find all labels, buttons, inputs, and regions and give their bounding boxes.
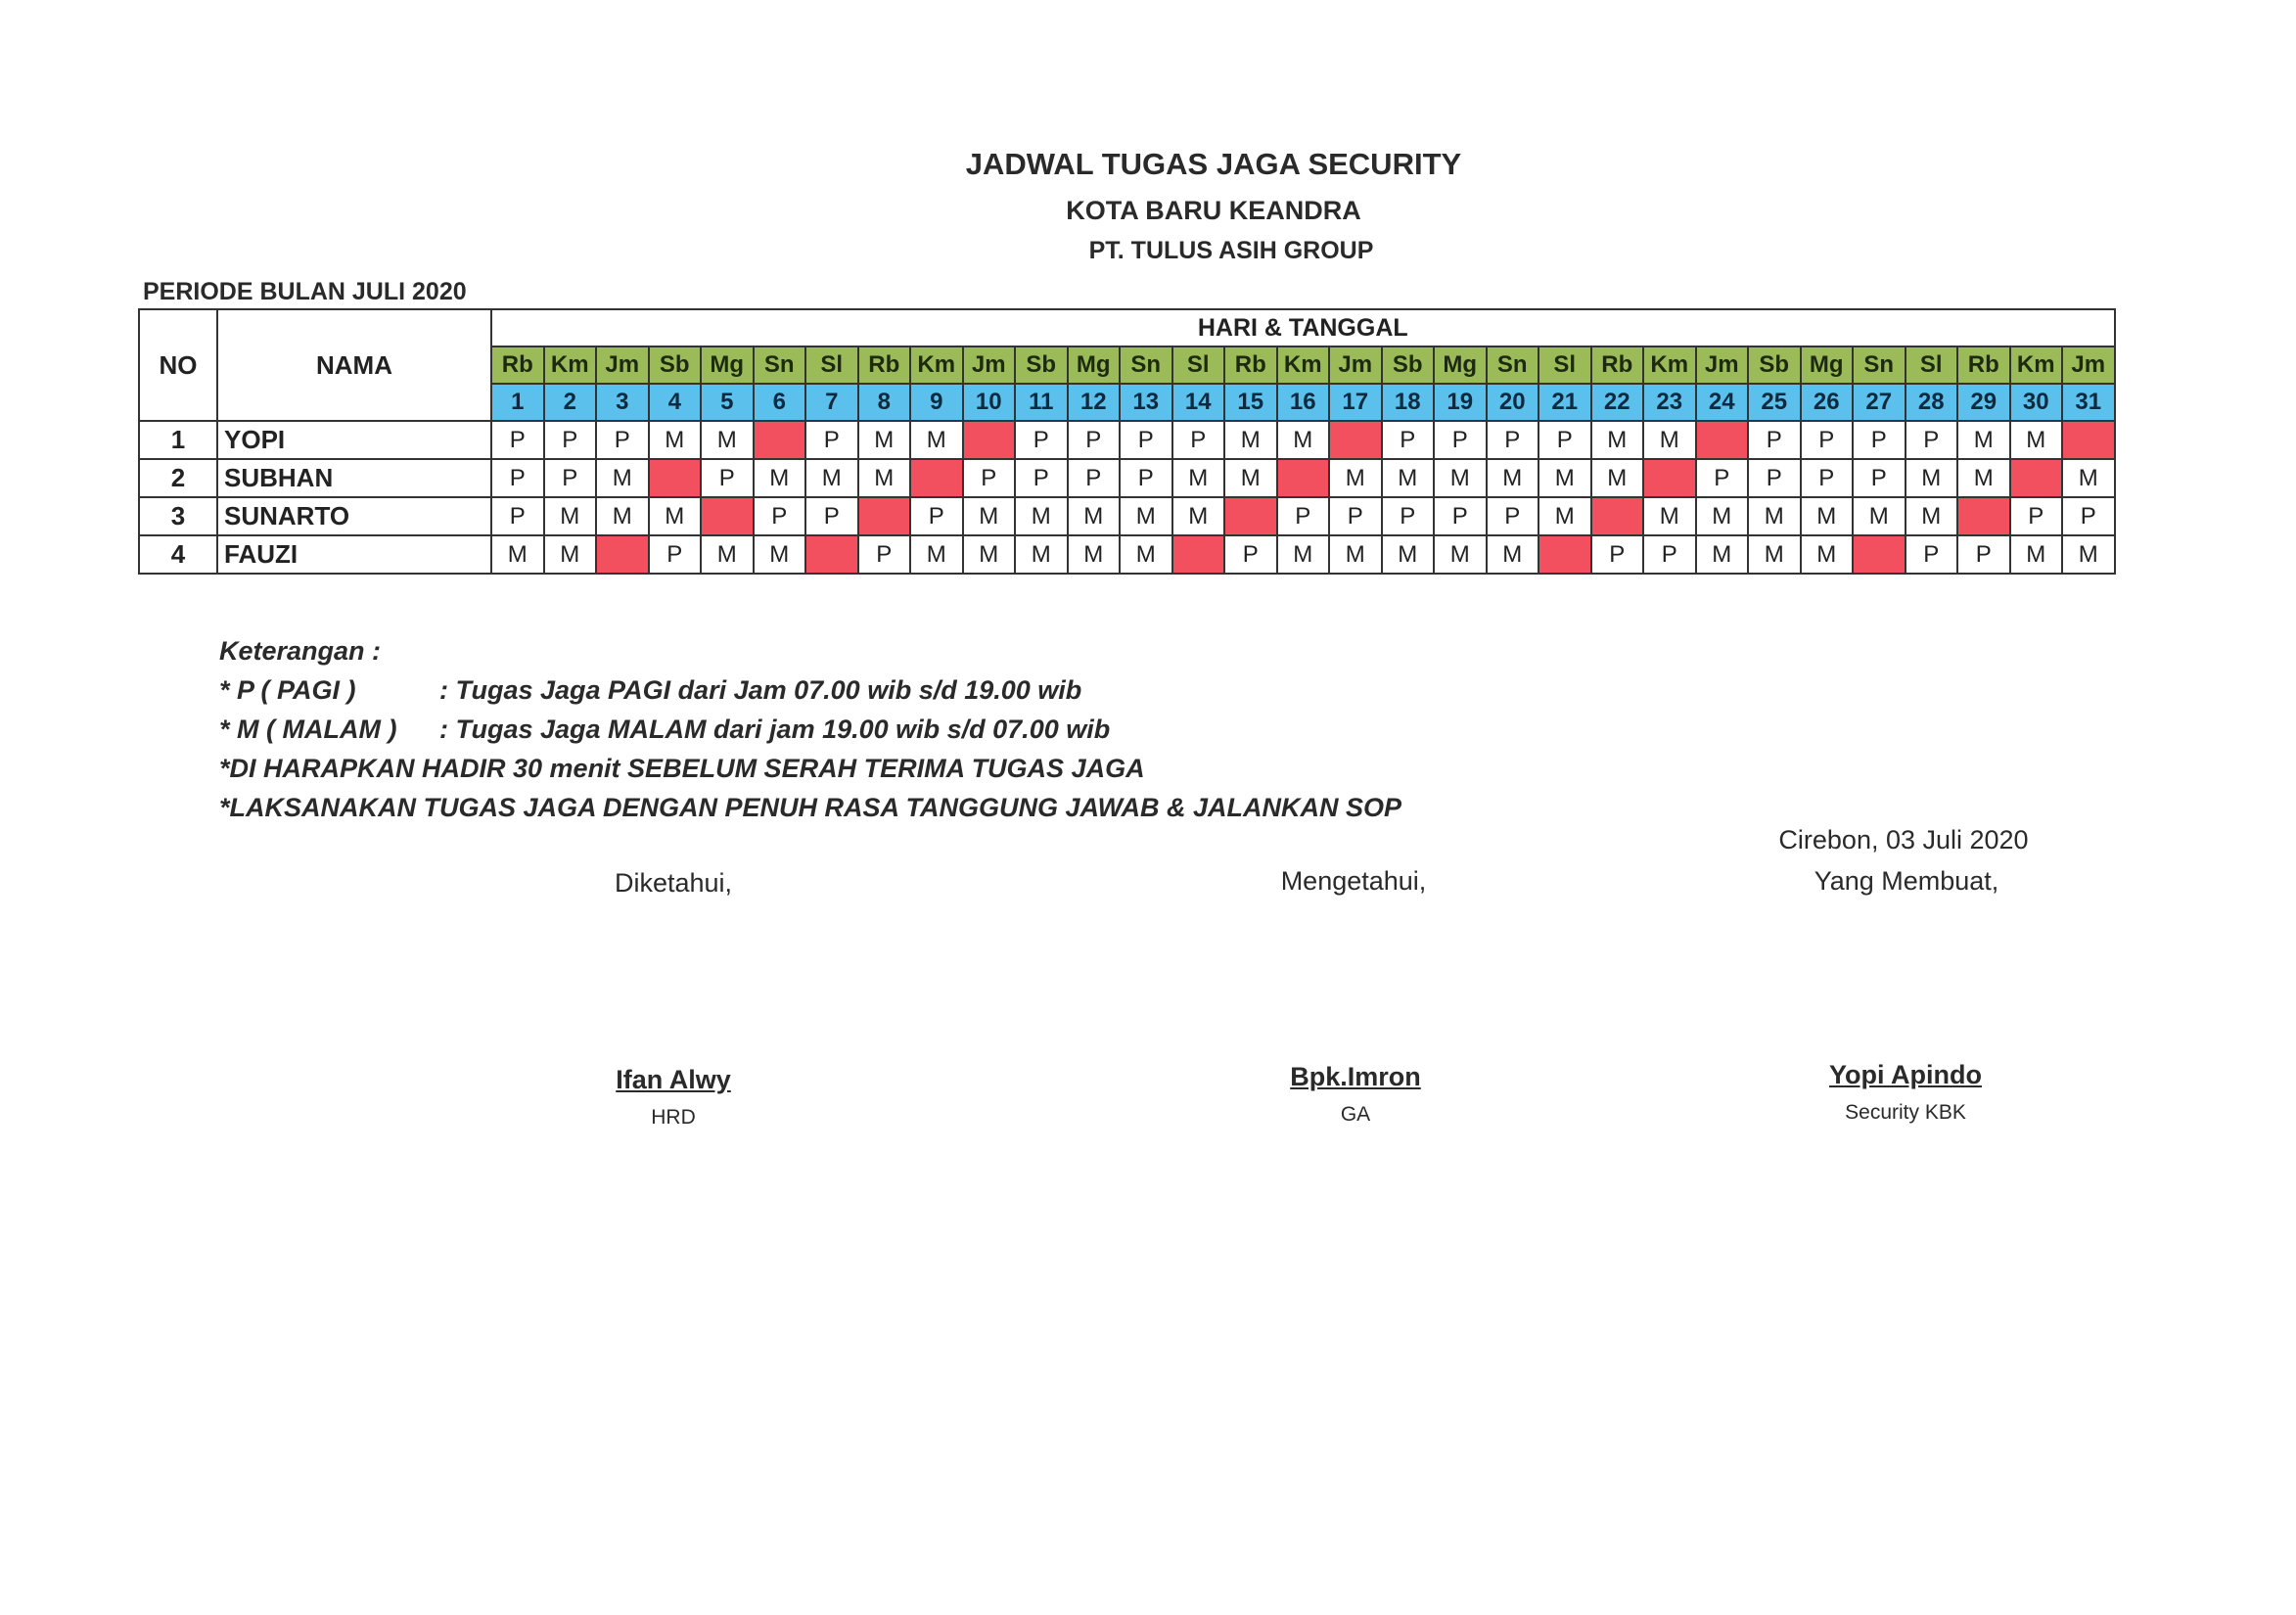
day-name-cell: Sb: [1748, 346, 1801, 384]
shift-cell-off: [1696, 421, 1749, 459]
date-cell: 10: [963, 384, 1016, 421]
shift-cell: M: [1068, 497, 1121, 535]
shift-cell: M: [754, 459, 806, 497]
date-cell: 7: [805, 384, 858, 421]
legend-pagi-label: * P ( PAGI ): [219, 675, 356, 705]
shift-cell: P: [1015, 421, 1068, 459]
shift-cell: M: [701, 535, 754, 574]
legend-malam-desc: : Tugas Jaga MALAM dari jam 19.00 wib s/d 07.00 wib: [439, 715, 1111, 744]
signer-name-hrd: Ifan Alwy: [616, 1065, 731, 1094]
shift-cell-off: [1538, 535, 1591, 574]
day-name-cell: Km: [1643, 346, 1696, 384]
shift-cell: M: [1382, 535, 1435, 574]
date-cell: 1: [491, 384, 544, 421]
day-name-cell: Rb: [858, 346, 911, 384]
shift-cell-off: [1224, 497, 1277, 535]
date-cell: 27: [1853, 384, 1906, 421]
shift-cell: M: [1696, 535, 1749, 574]
shift-cell-off: [754, 421, 806, 459]
shift-cell: M: [1853, 497, 1906, 535]
shift-cell: M: [1643, 497, 1696, 535]
shift-cell: M: [1120, 497, 1172, 535]
day-name-cell: Sl: [1172, 346, 1225, 384]
shift-cell: P: [963, 459, 1016, 497]
shift-cell: M: [1801, 497, 1854, 535]
legend-note-1: *DI HARAPKAN HADIR 30 menit SEBELUM SERAH TERIMA TUGAS JAGA: [219, 754, 1145, 783]
shift-cell-off: [1957, 497, 2010, 535]
date-cell: 21: [1538, 384, 1591, 421]
shift-cell: M: [1487, 535, 1539, 574]
period-label: PERIODE BULAN JULI 2020: [143, 278, 467, 305]
date-cell: 25: [1748, 384, 1801, 421]
shift-cell: M: [1015, 497, 1068, 535]
day-name-cell: Rb: [1224, 346, 1277, 384]
day-name-cell: Jm: [1329, 346, 1382, 384]
date-cell: 14: [1172, 384, 1225, 421]
day-name-cell: Mg: [1801, 346, 1854, 384]
shift-cell: M: [1434, 535, 1487, 574]
shift-cell: P: [701, 459, 754, 497]
shift-cell: M: [2062, 535, 2115, 574]
shift-cell: P: [596, 421, 649, 459]
shift-cell: M: [544, 535, 597, 574]
legend-block: [219, 631, 1401, 827]
shift-cell: M: [1329, 459, 1382, 497]
document-subtitle-company: PT. TULUS ASIH GROUP: [1088, 237, 1374, 264]
column-header-no: NO: [139, 309, 217, 421]
employee-no: 1: [139, 421, 217, 459]
shift-cell: P: [1120, 459, 1172, 497]
column-header-hari-tanggal: HARI & TANGGAL: [491, 309, 2115, 346]
employee-name: SUNARTO: [217, 497, 491, 535]
shift-cell: M: [858, 421, 911, 459]
shift-cell: P: [1487, 421, 1539, 459]
date-cell: 9: [910, 384, 963, 421]
date-cell: 22: [1591, 384, 1644, 421]
date-cell: 29: [1957, 384, 2010, 421]
employee-name: YOPI: [217, 421, 491, 459]
shift-cell: M: [1277, 421, 1330, 459]
day-name-cell: Sl: [805, 346, 858, 384]
shift-cell: M: [649, 497, 702, 535]
shift-cell: P: [1801, 421, 1854, 459]
shift-cell: M: [1643, 421, 1696, 459]
date-cell: 31: [2062, 384, 2115, 421]
shift-cell: M: [1957, 459, 2010, 497]
shift-cell: P: [2010, 497, 2063, 535]
shift-cell: M: [754, 535, 806, 574]
day-name-cell: Mg: [1068, 346, 1121, 384]
shift-cell: M: [1538, 459, 1591, 497]
date-cell: 2: [544, 384, 597, 421]
shift-cell: P: [544, 459, 597, 497]
shift-cell: P: [805, 497, 858, 535]
day-name-cell: Sl: [1906, 346, 1958, 384]
shift-cell: M: [1224, 459, 1277, 497]
day-name-cell: Mg: [1434, 346, 1487, 384]
shift-cell: P: [1487, 497, 1539, 535]
day-name-cell: Km: [1277, 346, 1330, 384]
shift-cell: P: [1696, 459, 1749, 497]
date-cell: 23: [1643, 384, 1696, 421]
day-name-cell: Rb: [1957, 346, 2010, 384]
shift-cell: P: [1643, 535, 1696, 574]
shift-cell-off: [1277, 459, 1330, 497]
shift-cell: M: [1224, 421, 1277, 459]
shift-cell: M: [1748, 497, 1801, 535]
legend-note-2: *LAKSANAKAN TUGAS JAGA DENGAN PENUH RASA TANGGUNG JAWAB & JALANKAN SOP: [219, 793, 1402, 822]
date-cell: 28: [1906, 384, 1958, 421]
shift-cell: P: [1906, 535, 1958, 574]
date-cell: 24: [1696, 384, 1749, 421]
shift-cell: M: [805, 459, 858, 497]
shift-cell: M: [963, 535, 1016, 574]
day-name-cell: Sb: [1382, 346, 1435, 384]
shift-cell: M: [910, 421, 963, 459]
shift-cell: P: [1801, 459, 1854, 497]
day-name-cell: Sn: [754, 346, 806, 384]
employee-no: 4: [139, 535, 217, 574]
shift-cell-off: [1853, 535, 1906, 574]
shift-cell: P: [754, 497, 806, 535]
signature-caption-middle: Mengetahui,: [1280, 866, 1427, 896]
employee-no: 3: [139, 497, 217, 535]
shift-cell-off: [963, 421, 1016, 459]
employee-no: 2: [139, 459, 217, 497]
shift-cell: M: [1172, 497, 1225, 535]
date-cell: 20: [1487, 384, 1539, 421]
shift-cell: P: [1068, 421, 1121, 459]
day-name-cell: Sb: [649, 346, 702, 384]
date-cell: 6: [754, 384, 806, 421]
date-cell: 4: [649, 384, 702, 421]
shift-cell: M: [2010, 421, 2063, 459]
shift-cell: M: [544, 497, 597, 535]
shift-cell-off: [1172, 535, 1225, 574]
shift-cell: M: [1172, 459, 1225, 497]
shift-cell: P: [1853, 459, 1906, 497]
shift-cell: M: [596, 497, 649, 535]
shift-cell-off: [1591, 497, 1644, 535]
signer-role-security: Security KBK: [1845, 1101, 1966, 1124]
shift-cell: M: [1277, 535, 1330, 574]
date-cell: 18: [1382, 384, 1435, 421]
day-name-cell: Sn: [1853, 346, 1906, 384]
shift-cell: M: [1329, 535, 1382, 574]
date-cell: 12: [1068, 384, 1121, 421]
shift-cell: M: [1382, 459, 1435, 497]
date-cell: 17: [1329, 384, 1382, 421]
shift-cell-off: [858, 497, 911, 535]
signer-role-hrd: HRD: [651, 1106, 696, 1129]
shift-cell: P: [1277, 497, 1330, 535]
shift-cell: P: [1434, 497, 1487, 535]
shift-cell: M: [1120, 535, 1172, 574]
shift-cell: P: [1591, 535, 1644, 574]
day-name-cell: Rb: [1591, 346, 1644, 384]
shift-cell: P: [1434, 421, 1487, 459]
shift-cell-off: [805, 535, 858, 574]
shift-cell: M: [1906, 497, 1958, 535]
shift-cell: M: [2062, 459, 2115, 497]
day-name-cell: Jm: [596, 346, 649, 384]
shift-cell: P: [1172, 421, 1225, 459]
shift-cell: P: [1906, 421, 1958, 459]
shift-cell: P: [1068, 459, 1121, 497]
shift-cell: M: [1538, 497, 1591, 535]
shift-cell: P: [1748, 421, 1801, 459]
shift-cell: P: [491, 459, 544, 497]
day-name-cell: Sn: [1120, 346, 1172, 384]
signature-caption-right: Yang Membuat,: [1814, 866, 1999, 896]
shift-cell: M: [1434, 459, 1487, 497]
shift-cell-off: [701, 497, 754, 535]
shift-cell: P: [2062, 497, 2115, 535]
shift-cell: P: [1957, 535, 2010, 574]
shift-cell-off: [649, 459, 702, 497]
shift-cell: P: [1853, 421, 1906, 459]
shift-cell: M: [596, 459, 649, 497]
shift-cell: P: [1538, 421, 1591, 459]
shift-cell: M: [1068, 535, 1121, 574]
legend-heading: Keterangan :: [219, 636, 382, 666]
day-name-cell: Jm: [2062, 346, 2115, 384]
date-cell: 30: [2010, 384, 2063, 421]
legend-malam-label: * M ( MALAM ): [219, 715, 397, 744]
date-cell: 8: [858, 384, 911, 421]
date-cell: 19: [1434, 384, 1487, 421]
day-name-cell: Sb: [1015, 346, 1068, 384]
date-cell: 11: [1015, 384, 1068, 421]
shift-cell: P: [491, 497, 544, 535]
shift-cell-off: [2010, 459, 2063, 497]
legend-pagi-desc: : Tugas Jaga PAGI dari Jam 07.00 wib s/d 19.00 wib: [439, 675, 1082, 705]
shift-cell: M: [963, 497, 1016, 535]
employee-row: [139, 421, 2115, 459]
shift-cell-off: [1643, 459, 1696, 497]
shift-cell-off: [596, 535, 649, 574]
shift-cell: M: [858, 459, 911, 497]
date-cell: 5: [701, 384, 754, 421]
date-cell: 15: [1224, 384, 1277, 421]
legend-pagi: [219, 670, 1401, 710]
shift-cell: M: [1591, 421, 1644, 459]
shift-cell: P: [1329, 497, 1382, 535]
shift-cell: M: [491, 535, 544, 574]
document-subtitle-location: KOTA BARU KEANDRA: [1066, 196, 1361, 225]
shift-cell: P: [1120, 421, 1172, 459]
day-name-cell: Km: [910, 346, 963, 384]
employee-row: [139, 459, 2115, 497]
signature-caption-left: Diketahui,: [614, 868, 733, 898]
shift-cell: M: [910, 535, 963, 574]
place-date: Cirebon, 03 Juli 2020: [1778, 825, 2029, 854]
day-name-cell: Sn: [1487, 346, 1539, 384]
date-cell: 3: [596, 384, 649, 421]
day-name-cell: Jm: [963, 346, 1016, 384]
legend-malam: [219, 710, 1401, 749]
day-name-cell: Km: [2010, 346, 2063, 384]
shift-cell: P: [491, 421, 544, 459]
date-cell: 26: [1801, 384, 1854, 421]
shift-cell: M: [1906, 459, 1958, 497]
shift-cell-off: [1329, 421, 1382, 459]
schedule-table: [138, 308, 2116, 575]
document-title: JADWAL TUGAS JAGA SECURITY: [965, 147, 1462, 181]
shift-cell-off: [2062, 421, 2115, 459]
shift-cell: M: [1748, 535, 1801, 574]
shift-cell: M: [1696, 497, 1749, 535]
day-name-cell: Km: [544, 346, 597, 384]
shift-cell-off: [910, 459, 963, 497]
date-cell: 13: [1120, 384, 1172, 421]
employee-row: [139, 497, 2115, 535]
day-name-cell: Mg: [701, 346, 754, 384]
employee-name: FAUZI: [217, 535, 491, 574]
signer-name-security: Yopi Apindo: [1829, 1060, 1982, 1089]
shift-cell: M: [1487, 459, 1539, 497]
column-header-nama: NAMA: [217, 309, 491, 421]
shift-cell: M: [1591, 459, 1644, 497]
employee-name: SUBHAN: [217, 459, 491, 497]
shift-cell: P: [649, 535, 702, 574]
shift-cell: M: [1957, 421, 2010, 459]
shift-cell: P: [858, 535, 911, 574]
signer-role-ga: GA: [1340, 1103, 1371, 1126]
shift-cell: M: [2010, 535, 2063, 574]
shift-cell: M: [649, 421, 702, 459]
signer-name-ga: Bpk.Imron: [1290, 1062, 1421, 1091]
shift-cell: P: [805, 421, 858, 459]
shift-cell: P: [1224, 535, 1277, 574]
shift-cell: P: [1748, 459, 1801, 497]
shift-cell: M: [1801, 535, 1854, 574]
shift-cell: M: [701, 421, 754, 459]
shift-cell: P: [1382, 497, 1435, 535]
day-name-cell: Sl: [1538, 346, 1591, 384]
shift-cell: M: [1015, 535, 1068, 574]
shift-cell: P: [910, 497, 963, 535]
date-cell: 16: [1277, 384, 1330, 421]
shift-cell: P: [1015, 459, 1068, 497]
shift-cell: P: [544, 421, 597, 459]
employee-row: [139, 535, 2115, 574]
day-name-cell: Rb: [491, 346, 544, 384]
day-name-cell: Jm: [1696, 346, 1749, 384]
shift-cell: P: [1382, 421, 1435, 459]
